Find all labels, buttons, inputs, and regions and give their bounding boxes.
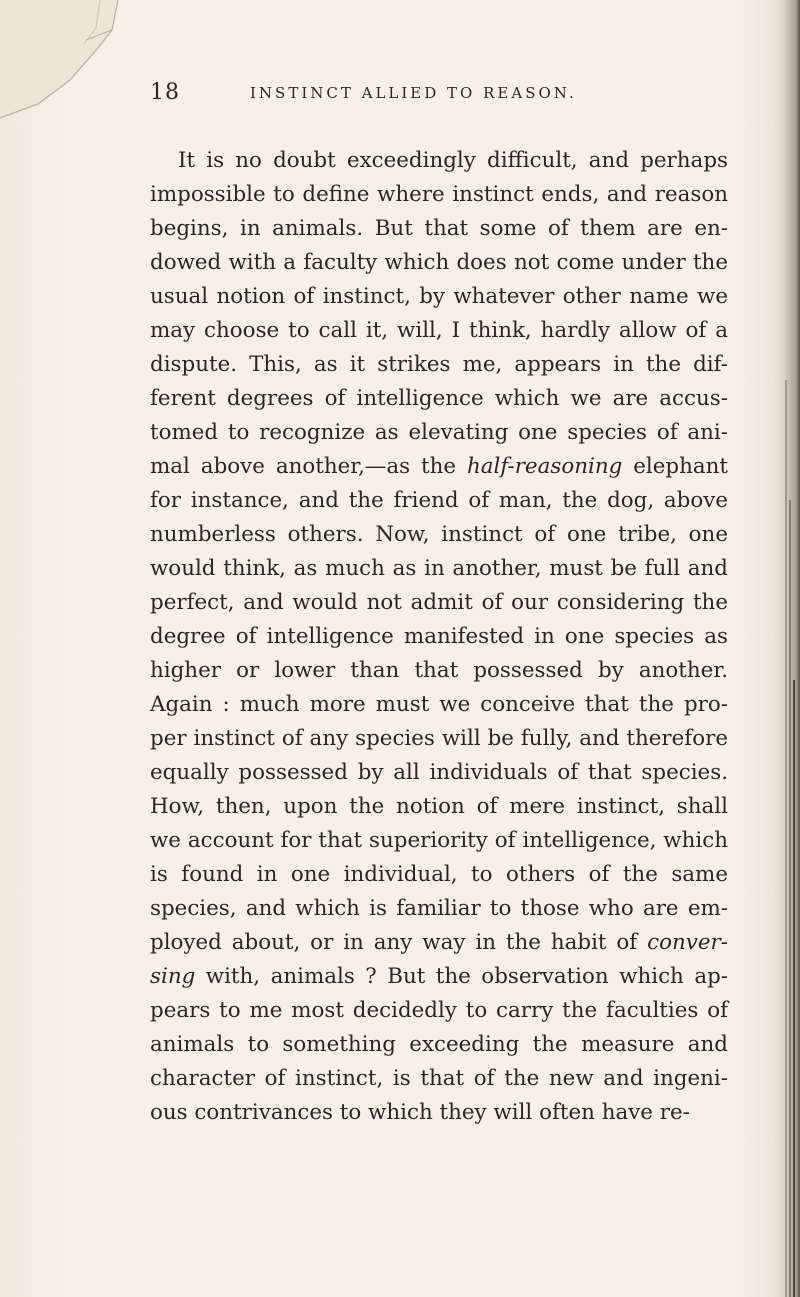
- emphasis-text: half-reasoning: [466, 454, 623, 479]
- text-line: [150, 450, 728, 484]
- text-line: tomed to recognize as elevating one species of ani-: [150, 420, 728, 445]
- body-text: [150, 144, 728, 1130]
- page-number: 18: [150, 80, 180, 105]
- text-line: would think, as much as in another, must be full and: [150, 556, 728, 581]
- text-line: perfect, and would not admit of our considering the: [150, 590, 728, 615]
- text-line: per instinct of any species will be fully, and therefore: [150, 726, 728, 751]
- text-line: equally possessed by all individuals of that species.: [150, 760, 728, 785]
- text-line: ous contrivances to which they will often have re-: [150, 1100, 690, 1125]
- text-segment: with, animals ? But the observation which ap-: [195, 964, 728, 989]
- text-line: usual notion of instinct, by whatever other name we: [150, 284, 728, 309]
- running-head: INSTINCT ALLIED TO REASON.: [250, 84, 577, 102]
- text-line: [150, 960, 728, 994]
- text-line: How, then, upon the notion of mere instinct, shall: [150, 794, 728, 819]
- page-edge-lines: [783, 380, 797, 1297]
- text-line: character of instinct, is that of the new and ingeni-: [150, 1066, 728, 1091]
- text-segment: elephant: [622, 454, 728, 479]
- text-line: species, and which is familiar to those who are em-: [150, 896, 728, 921]
- text-line: ferent degrees of intelligence which we are accus-: [150, 386, 728, 411]
- emphasis-text: sing: [150, 964, 196, 989]
- text-line: dispute. This, as it strikes me, appears in the dif-: [150, 352, 728, 377]
- text-line: It is no doubt exceedingly difficult, and perhaps: [178, 148, 728, 173]
- page-header: [150, 80, 710, 108]
- text-segment: ployed about, or in any way in the habit of: [150, 930, 648, 955]
- text-line: may choose to call it, will, I think, hardly allow of a: [150, 318, 728, 343]
- text-line: numberless others. Now, instinct of one tribe, one: [150, 522, 728, 547]
- text-line: we account for that superiority of intelligence, which: [150, 828, 728, 853]
- folded-corner: [0, 0, 140, 120]
- text-segment: mal above another,—as the: [150, 454, 467, 479]
- text-line: Again : much more must we conceive that the pro-: [150, 692, 728, 717]
- text-line: higher or lower than that possessed by another.: [150, 658, 728, 683]
- text-line: degree of intelligence manifested in one species as: [150, 624, 728, 649]
- text-line: dowed with a faculty which does not come under the: [150, 250, 728, 275]
- text-line: [150, 926, 728, 960]
- text-line: is found in one individual, to others of the same: [150, 862, 728, 887]
- text-line: pears to me most decidedly to carry the faculties of: [150, 998, 728, 1023]
- text-line: animals to something exceeding the measure and: [150, 1032, 728, 1057]
- text-line: impossible to define where instinct ends, and reason: [150, 182, 728, 207]
- emphasis-text: conver-: [647, 930, 728, 955]
- text-line: begins, in animals. But that some of them are en-: [150, 216, 728, 241]
- text-line: for instance, and the friend of man, the dog, above: [150, 488, 728, 513]
